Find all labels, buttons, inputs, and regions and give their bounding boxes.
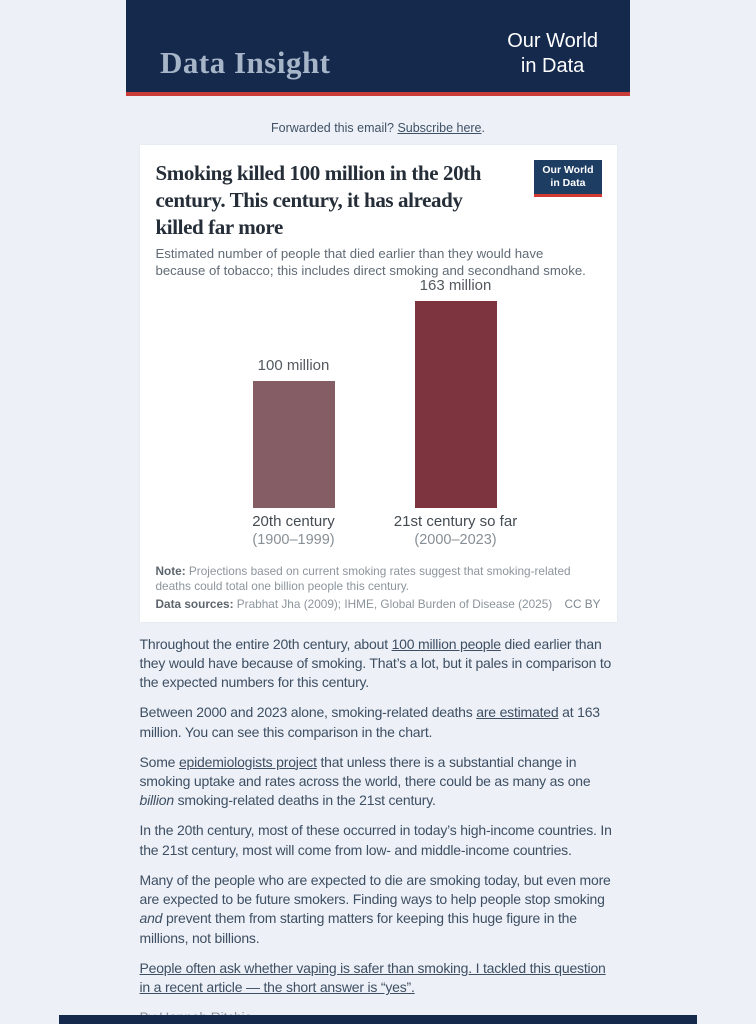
- owid-logo[interactable]: [507, 29, 598, 79]
- category-label-line1: 20th century: [252, 513, 335, 530]
- article-link[interactable]: are estimated: [476, 704, 559, 721]
- text-segment: that unless there is a substantial change in smoking uptake and rates across the world, there could be as many as one: [139, 753, 591, 789]
- bar-value-label: 163 million: [419, 277, 492, 294]
- chart-card: [140, 145, 617, 622]
- emphasis-text: and: [139, 910, 163, 927]
- bar: [415, 301, 497, 508]
- owid-badge-line1: Our World: [542, 164, 594, 176]
- emphasis-text: billion: [139, 792, 174, 809]
- bar-chart-categories: [156, 512, 601, 550]
- article-link[interactable]: People often ask whether vaping is safer than smoking. I tackled this question in a recent article — the short answer is “yes”.: [139, 959, 606, 996]
- bar-group: [253, 357, 335, 508]
- text-segment: Many of the people who are expected to die are smoking today, but even more are expected to be future smokers. Finding ways to help people stop smoking: [139, 871, 611, 907]
- bar-value-label: 100 million: [257, 357, 330, 374]
- chart-note: [156, 564, 601, 593]
- text-segment: smoking-related deaths in the 21st century.: [173, 792, 436, 809]
- chart-title-line2: century. This century, it has already: [155, 188, 463, 212]
- chart-subtitle-line1: Estimated number of people that died earlier than they would have: [155, 246, 544, 261]
- chart-subtitle-line2: because of tobacco; this includes direct smoking and secondhand smoke.: [155, 263, 586, 278]
- text-segment: Throughout the entire 20th century, about: [139, 635, 392, 652]
- text-segment: at 163 million. You can see this comparison in the chart.: [139, 704, 600, 740]
- chart-subtitle: [156, 245, 601, 279]
- sources-text-block: [156, 597, 553, 612]
- owid-logo-line1: Our World: [507, 30, 598, 52]
- note-label: Note:: [155, 564, 186, 578]
- category-label-line2: (2000–2023): [414, 532, 497, 548]
- text-segment: died earlier than they would have because of smoking. That’s a lot, but it pales in comparison to the expected numbers for this century.: [139, 635, 612, 691]
- chart-sources: [156, 597, 601, 612]
- text-segment: Between 2000 and 2023 alone, smoking-related deaths: [139, 704, 477, 721]
- article-paragraph: [140, 753, 617, 811]
- chart-title-line1: Smoking killed 100 million in the 20th: [155, 161, 482, 185]
- owid-badge-line2: in Data: [550, 177, 586, 189]
- owid-badge: [534, 160, 601, 197]
- article-link[interactable]: 100 million people: [391, 635, 501, 652]
- category-label: [209, 512, 379, 549]
- article-body: [140, 635, 617, 1024]
- article-link[interactable]: epidemiologists project: [178, 753, 317, 770]
- footer-bar: [59, 1015, 697, 1024]
- text-segment: prevent them from starting matters for keeping this huge figure in the millions, not billions.: [139, 910, 577, 946]
- preheader-text: Forwarded this email?: [270, 121, 398, 135]
- article-paragraph: [140, 635, 617, 693]
- article-paragraph: [140, 703, 617, 742]
- bar: [253, 381, 335, 508]
- bar-chart-plot: [156, 277, 601, 508]
- license-badge: CC BY: [564, 597, 601, 611]
- note-text: Projections based on current smoking rates suggest that smoking-related deaths could total one billion people this century.: [155, 564, 571, 593]
- article-paragraph: [140, 821, 617, 860]
- text-segment: Some: [139, 753, 179, 770]
- newsletter-title: Data Insight: [160, 45, 331, 80]
- text-segment: In the 20th century, most of these occurred in today’s high-income countries. In the 21st century, most will come from low- and middle-income countries.: [139, 822, 612, 858]
- owid-logo-line2: in Data: [520, 55, 585, 77]
- bar-group: [415, 277, 497, 508]
- sources-text: Prabhat Jha (2009); IHME, Global Burden of Disease (2025): [233, 597, 553, 611]
- category-label-line1: 21st century so far: [393, 513, 518, 530]
- newsletter-header: [126, 0, 630, 96]
- preheader-suffix: .: [481, 121, 485, 135]
- preheader: [0, 121, 756, 135]
- article-paragraph: [140, 959, 617, 998]
- sources-label: Data sources:: [155, 597, 234, 611]
- category-label-line2: (1900–1999): [252, 532, 335, 548]
- subscribe-link[interactable]: Subscribe here: [397, 121, 482, 135]
- chart-title-line3: killed far more: [155, 215, 283, 239]
- article-paragraph: [140, 871, 617, 949]
- category-label: [371, 512, 541, 549]
